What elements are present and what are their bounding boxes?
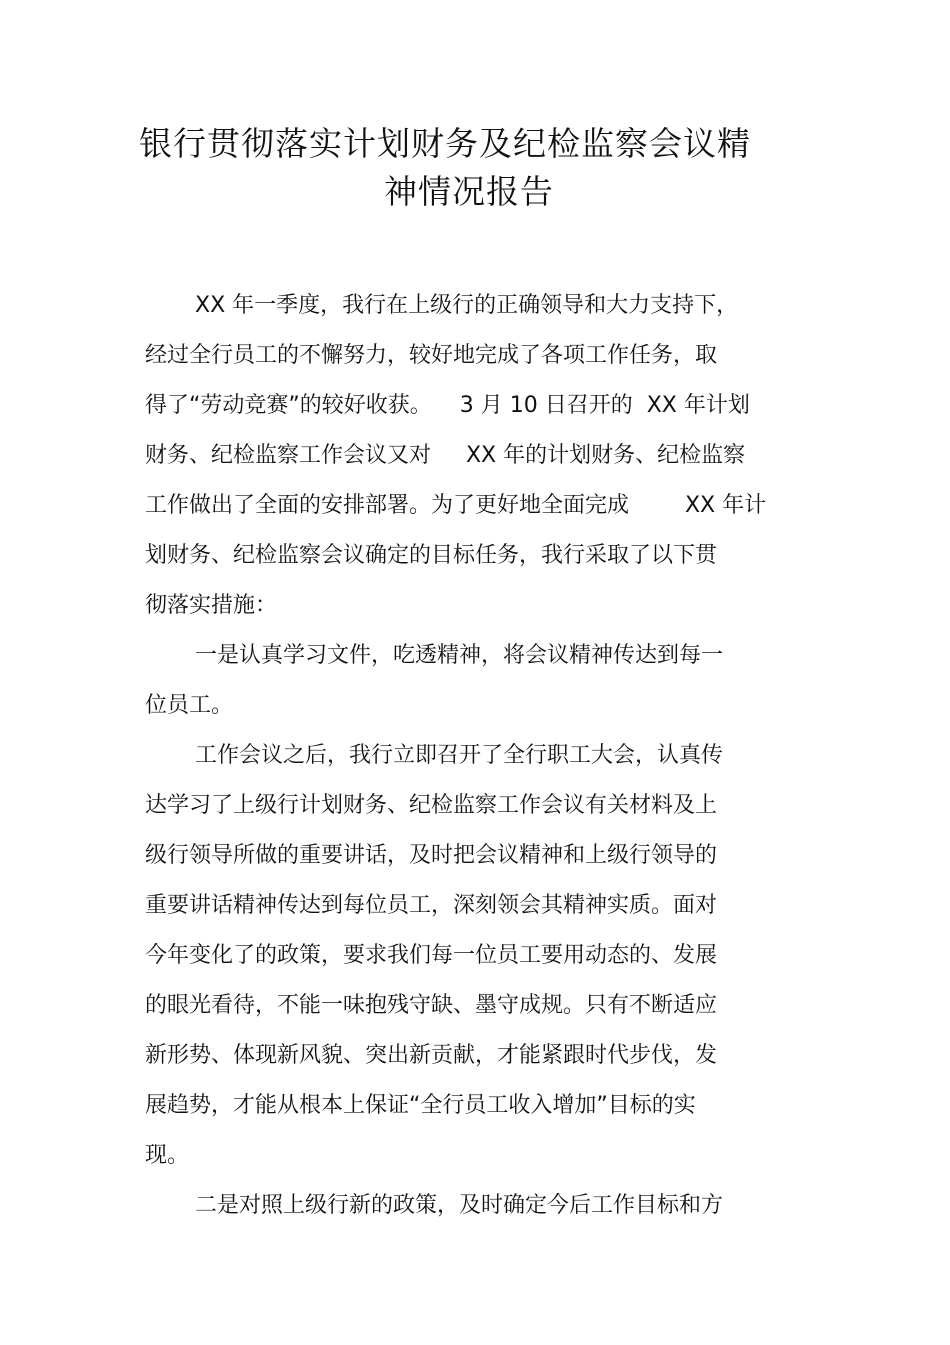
body-line-3: 得了“劳动竞赛”的较好收获。 3 月 10 日召开的 XX 年计划 bbox=[145, 393, 750, 418]
body-line-15: 的眼光看待，不能一味抱残守缺、墨守成规。只有不断适应 bbox=[145, 993, 718, 1018]
body-line-8: 一是认真学习文件，吃透精神，将会议精神传达到每一 bbox=[195, 643, 724, 668]
body-line-5: 工作做出了全面的安排部署。为了更好地全面完成 XX 年计 bbox=[145, 493, 767, 518]
body-line-10: 工作会议之后，我行立即召开了全行职工大会，认真传 bbox=[195, 743, 724, 768]
body-line-19: 二是对照上级行新的政策，及时确定今后工作目标和方 bbox=[195, 1193, 724, 1218]
body-line-12: 级行领导所做的重要讲话，及时把会议精神和上级行领导的 bbox=[145, 843, 718, 868]
body-line-13: 重要讲话精神传达到每位员工，深刻领会其精神实质。面对 bbox=[145, 893, 718, 918]
body-line-1: XX 年一季度，我行在上级行的正确领导和大力支持下， bbox=[195, 293, 739, 318]
document-title-line-1: 银行贯彻落实计划财务及纪检监察会议精 bbox=[139, 124, 751, 163]
body-line-6: 划财务、纪检监察会议确定的目标任务，我行采取了以下贯 bbox=[145, 543, 718, 568]
body-line-14: 今年变化了的政策，要求我们每一位员工要用动态的、发展 bbox=[145, 943, 718, 968]
body-line-4: 财务、纪检监察工作会议又对 XX 年的计划财务、纪检监察 bbox=[145, 443, 746, 468]
body-line-2: 经过全行员工的不懈努力，较好地完成了各项工作任务，取 bbox=[145, 343, 718, 368]
body-line-9: 位员工。 bbox=[145, 693, 234, 718]
body-line-17: 展趋势，才能从根本上保证“全行员工收入增加”目标的实 bbox=[145, 1093, 696, 1118]
body-line-18: 现。 bbox=[145, 1143, 190, 1168]
body-line-7: 彻落实措施： bbox=[145, 593, 278, 618]
body-line-11: 达学习了上级行计划财务、纪检监察工作会议有关材料及上 bbox=[145, 793, 718, 818]
document-title-line-2: 神情况报告 bbox=[384, 172, 554, 211]
body-line-16: 新形势、体现新风貌、突出新贡献，才能紧跟时代步伐，发 bbox=[145, 1043, 718, 1068]
